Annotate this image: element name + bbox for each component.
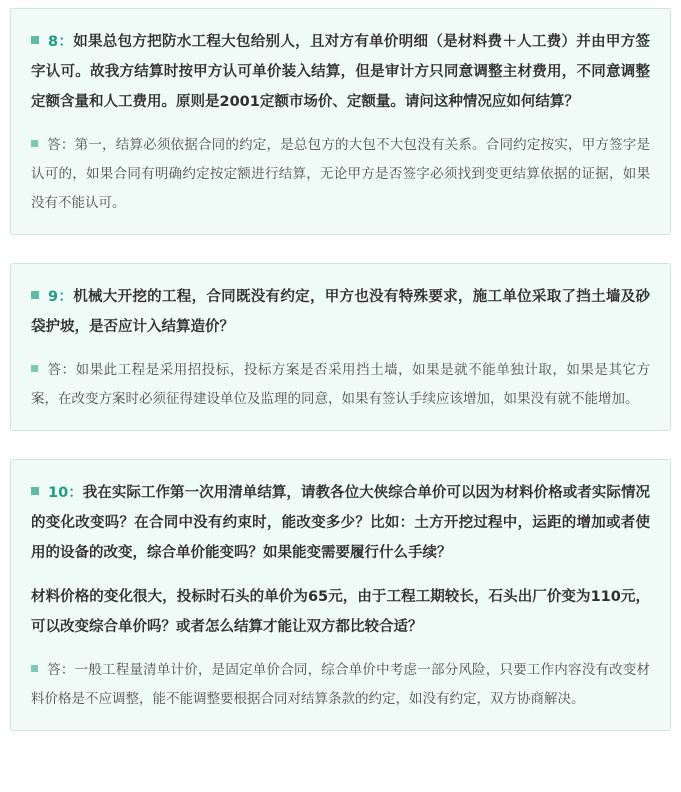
answer-body: 第一，结算必须依据合同的约定，是总包方的大包不大包没有关系。合同约定按实，甲方签字是认可的，如果合同有明确约定按定额进行结算，无论甲方是否签字必须找到变更结算依据的证据，如果没有不能认可。 <box>31 137 651 211</box>
question-body: 机械大开挖的工程，合同既没有约定，甲方也没有特殊要求，施工单位采取了挡土墙及砂袋护坡，是否应计入结算造价？ <box>31 289 650 335</box>
extra-question-block <box>31 582 650 642</box>
answer-text <box>31 356 650 414</box>
extra-question-text: 材料价格的变化很大，投标时石头的单价为65元，由于工程工期较长，石头出厂价变为110元，可以改变综合单价吗？或者怎么结算才能让双方都比较合适？ <box>31 589 650 635</box>
answer-label: 答： <box>47 362 76 378</box>
question-block <box>31 478 650 568</box>
square-bullet-icon <box>31 36 39 44</box>
qa-card <box>10 459 671 731</box>
question-text <box>31 478 650 568</box>
question-text <box>31 27 650 117</box>
qa-card <box>10 8 671 235</box>
question-text <box>31 282 650 342</box>
answer-block <box>31 131 650 218</box>
answer-body: 一般工程量清单计价，是固定单价合同，综合单价中考虑一部分风险，只要工作内容没有改变材料价格是不应调整，能不能调整要根据合同对结算条款的约定，如没有约定，双方协商解决。 <box>31 662 651 707</box>
answer-label: 答： <box>47 662 75 678</box>
answer-text <box>31 656 650 714</box>
question-block <box>31 27 650 117</box>
answer-body: 如果此工程是采用招投标，投标方案是否采用挡土墙，如果是就不能单独计取，如果是其它方案，在改变方案时必须征得建设单位及监理的同意，如果有签认手续应该增加，如果没有就不能增加。 <box>31 362 651 407</box>
square-bullet-icon <box>31 140 38 147</box>
square-bullet-icon <box>31 665 38 672</box>
square-bullet-icon <box>31 365 38 372</box>
question-body: 我在实际工作第一次用清单结算，请教各位大侠综合单价可以因为材料价格或者实际情况的变化改变吗？在合同中没有约束时，能改变多少？比如：土方开挖过程中，运距的增加或者使用的设备的改变，综合单价能变吗？如果能变需要履行什么手续？ <box>31 485 650 561</box>
question-number: 9： <box>48 289 74 305</box>
question-number: 8： <box>48 34 74 50</box>
answer-block <box>31 656 650 714</box>
question-body: 如果总包方把防水工程大包给别人，且对方有单价明细（是材料费＋人工费）并由甲方签字认可。故我方结算时按甲方认可单价装入结算，但是审计方只同意调整主材费用，不同意调整定额含量和人工费用。原则是2001定额市场价、定额量。请问这种情况应如何结算？ <box>31 34 650 110</box>
answer-text <box>31 131 650 218</box>
square-bullet-icon <box>31 487 39 495</box>
qa-card <box>10 263 671 431</box>
square-bullet-icon <box>31 291 39 299</box>
question-number: 10： <box>48 485 83 501</box>
question-block <box>31 282 650 342</box>
answer-label: 答： <box>47 137 75 153</box>
answer-block <box>31 356 650 414</box>
